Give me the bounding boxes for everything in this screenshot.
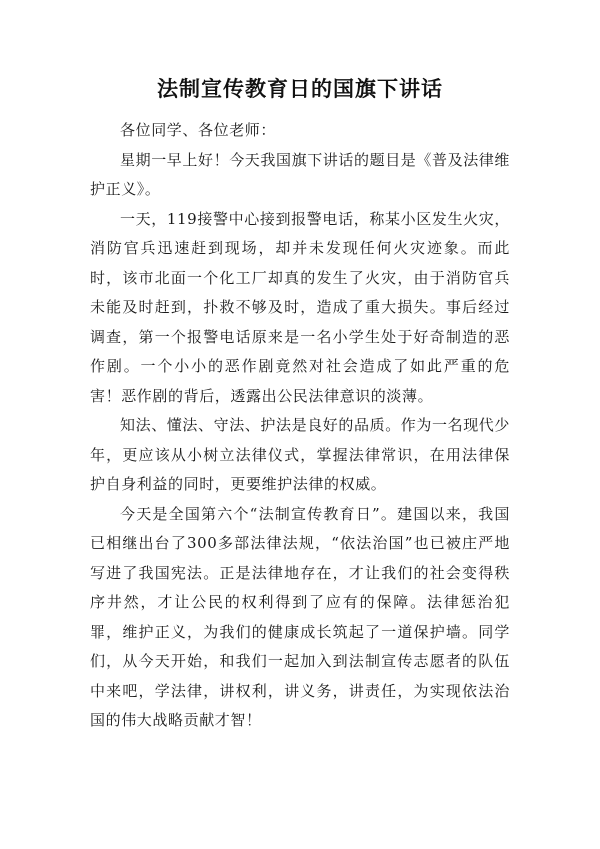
greeting: 各位同学、各位老师： xyxy=(120,121,277,139)
document-body xyxy=(90,116,510,736)
paragraph-2: 一天，119接警中心接到报警电话，称某小区发生火灾，消防官兵迅速赶到现场，却并未发现任何火灾迹象。而此时，该市北面一个化工厂却真的发生了火灾，由于消防官兵未能及时赶到，扑救不够及时，造成了重大损失。事后经过调查，第一个报警电话原来是一名小学生处于好奇制造的恶作剧。一个小小的恶作剧竟然对社会造成了如此严重的危害！恶作剧的背后，透露出公民法律意识的淡薄。 xyxy=(90,209,510,405)
paragraph-4: 今天是全国第六个“法制宣传教育日”。建国以来，我国已相继出台了300多部法律法规，“依法治国”也已被庄严地写进了我国宪法。正是法律地存在，才让我们的社会变得秩序井然，才让公民的权利得到了应有的保障。法律惩治犯罪，维护正义，为我们的健康成长筑起了一道保护墙。同学们，从今天开始，和我们一起加入到法制宣传志愿者的队伍中来吧，学法律，讲权利，讲义务，讲责任，为实现依法治国的伟大战略贡献才智！ xyxy=(90,504,510,729)
paragraph-3: 知法、懂法、守法、护法是良好的品质。作为一名现代少年，更应该从小树立法律仪式，掌握法律常识，在用法律保护自身利益的同时，更要维护法律的权威。 xyxy=(90,416,511,493)
paragraph-1: 星期一早上好！今天我国旗下讲话的题目是《普及法律维护正义》。 xyxy=(90,150,511,198)
document-title: 法制宣传教育日的国旗下讲话 xyxy=(157,77,443,101)
